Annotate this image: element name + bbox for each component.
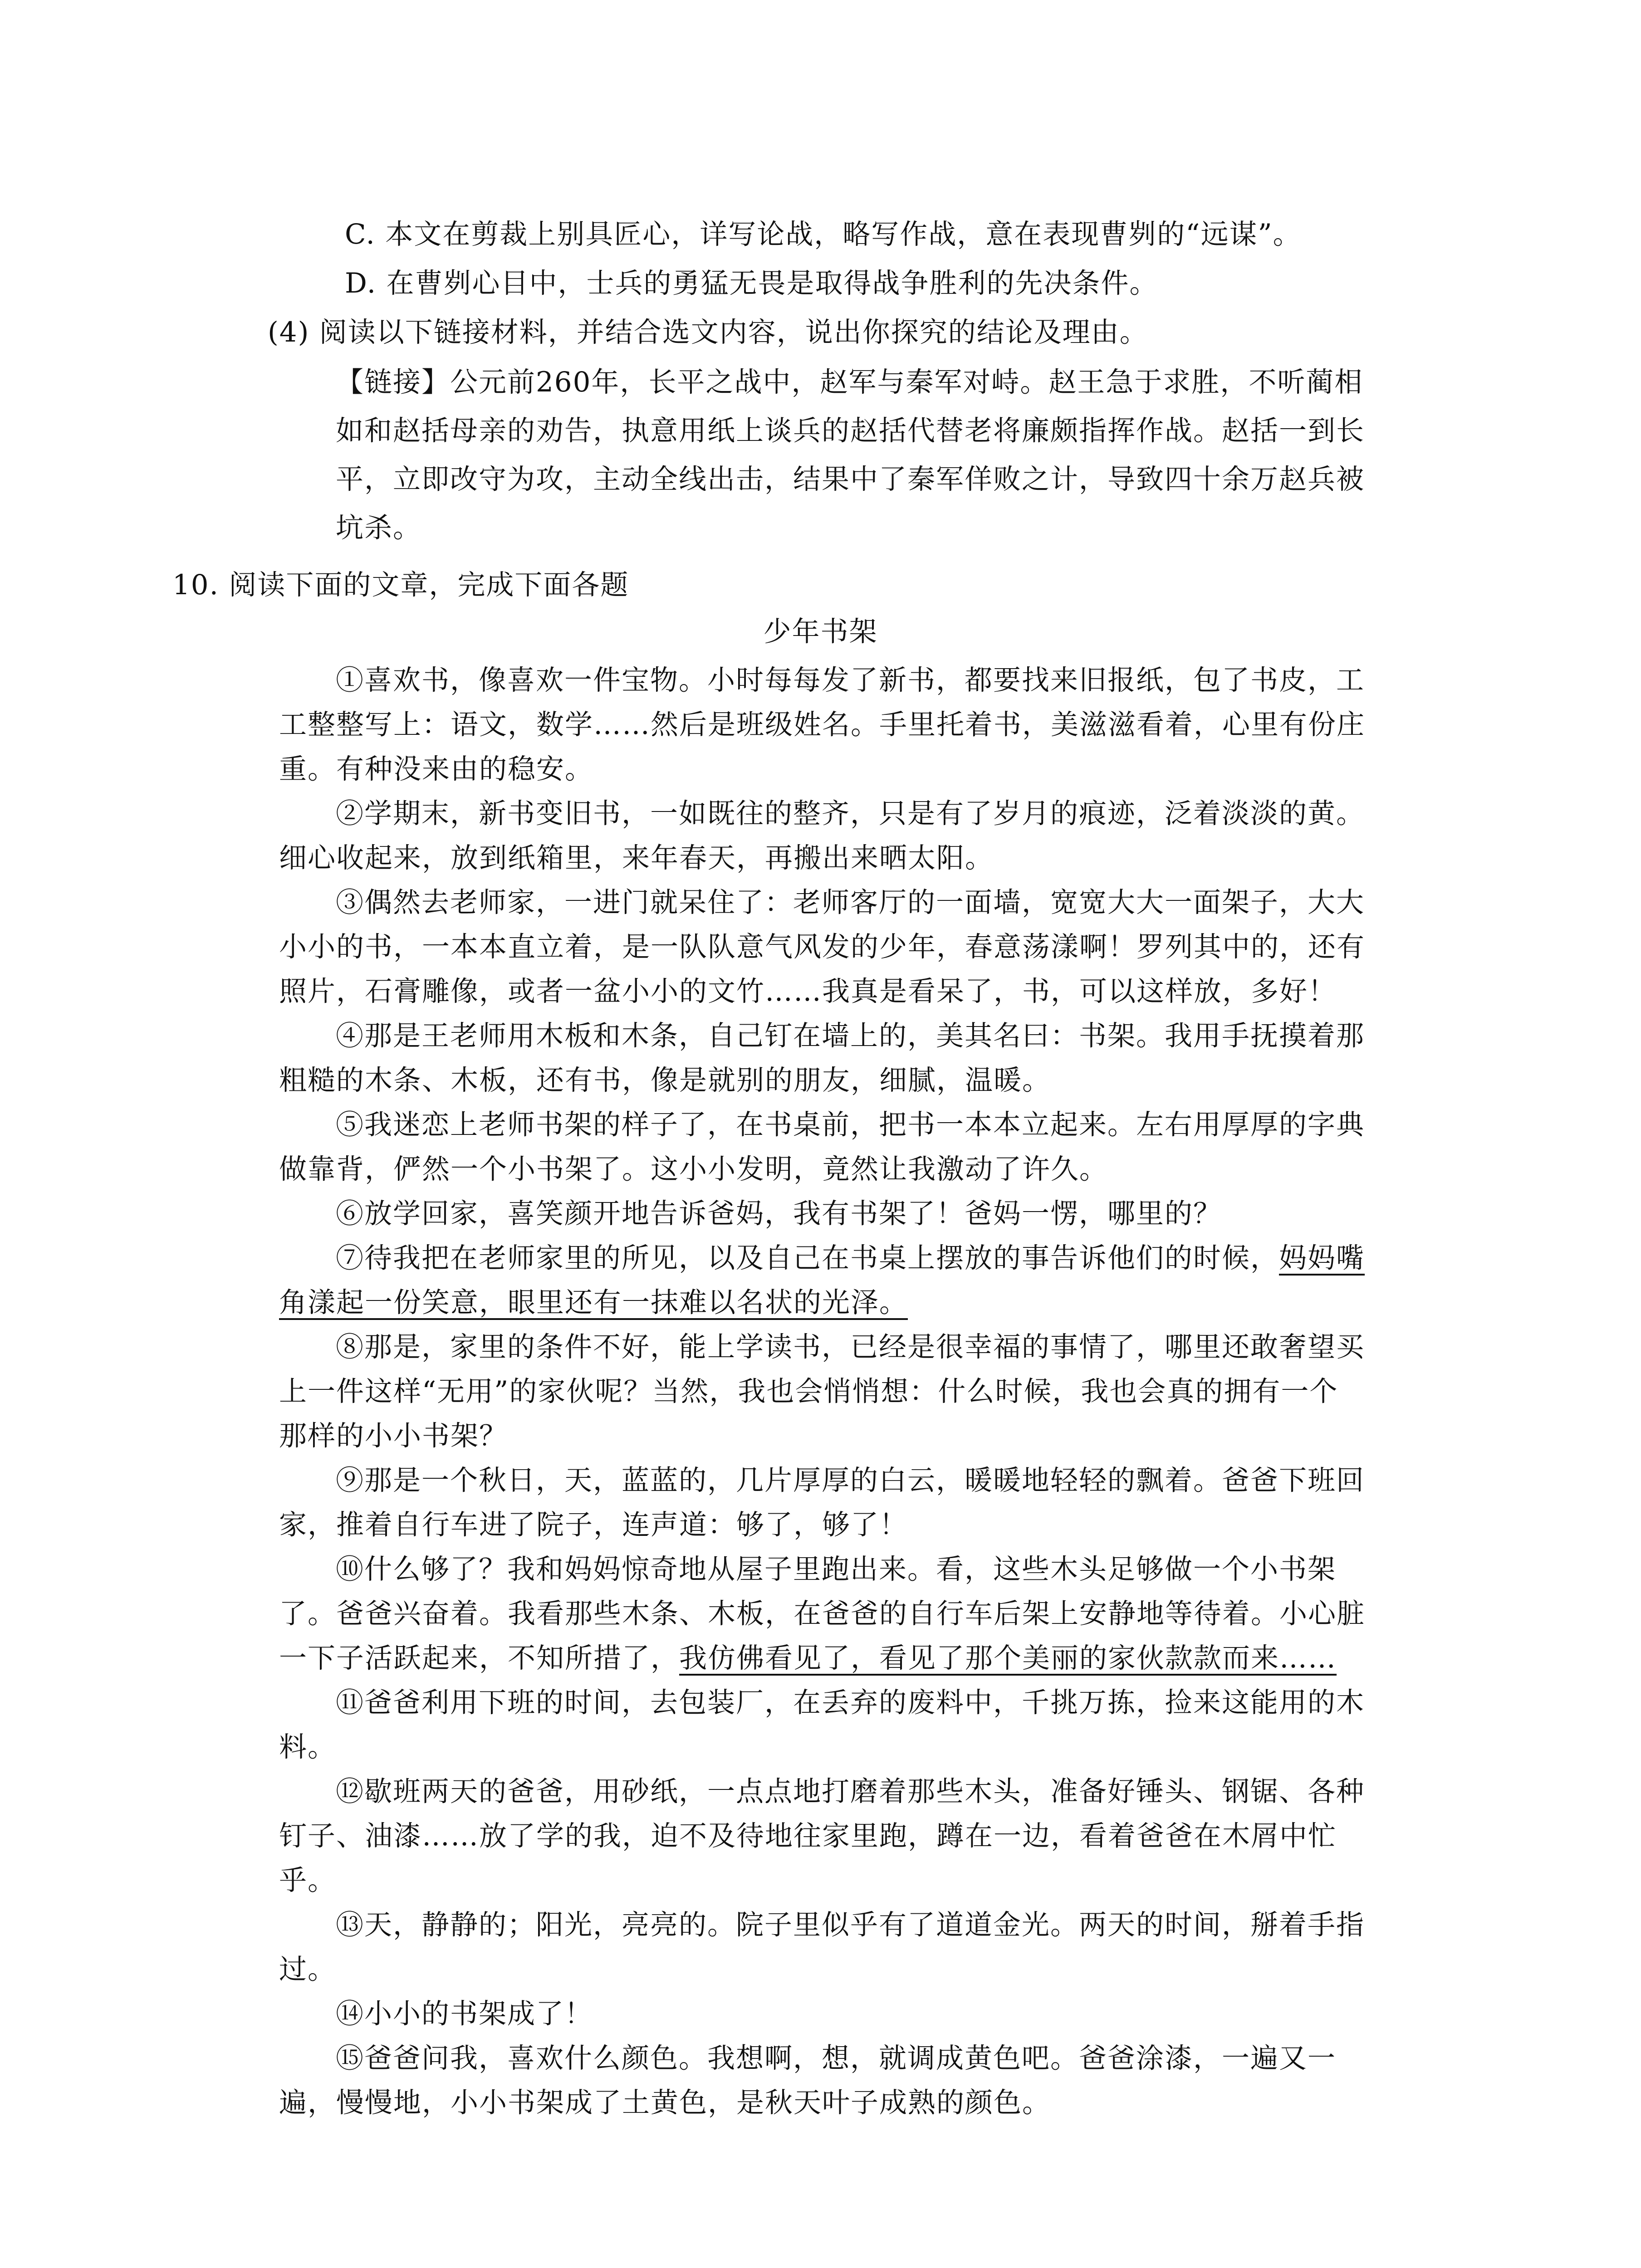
paragraph-line: 重。有种没来由的稳安。	[279, 753, 594, 785]
paragraph-line: ⑤我迷恋上老师书架的样子了，在书桌前，把书一本本立起来。左右用厚厚的字典	[336, 1109, 1365, 1141]
paragraph-line: 家，推着自行车进了院子，连声道：够了，够了！	[279, 1509, 908, 1541]
paragraph-line: ①喜欢书，像喜欢一件宝物。小时每每发了新书，都要找来旧报纸，包了书皮，工	[336, 664, 1365, 696]
option-d: D. 在曹刿心目中，士兵的勇猛无畏是取得战争胜利的先决条件。	[345, 267, 1158, 299]
paragraph-text: 一下子活跃起来，不知所措了，	[279, 1642, 680, 1674]
paragraph-line: ⑪爸爸利用下班的时间，去包装厂，在丢弃的废料中，千挑万拣，捡来这能用的木	[336, 1686, 1365, 1719]
paragraph-line: ⑥放学回家，喜笑颜开地告诉爸妈，我有书架了！爸妈一愣，哪里的？	[336, 1198, 1222, 1230]
paragraph-text: ⑦待我把在老师家里的所见，以及自己在书桌上摆放的事告诉他们的时候，	[336, 1242, 1279, 1274]
article-title: 少年书架	[763, 616, 878, 648]
underlined-line: 角漾起一份笑意，眼里还有一抹难以名状的光泽。	[279, 1286, 908, 1319]
paragraph-line: 钉子、油漆……放了学的我，迫不及待地往家里跑，蹲在一边，看着爸爸在木屑中忙	[279, 1820, 1337, 1852]
paragraph-line: 过。	[279, 1953, 337, 1985]
paragraph-line: 遍，慢慢地，小小书架成了土黄色，是秋天叶子成熟的颜色。	[279, 2087, 1051, 2119]
link-line: 如和赵括母亲的劝告，执意用纸上谈兵的赵括代替老将廉颇指挥作战。赵括一到长	[336, 415, 1365, 447]
paragraph-line: 做靠背，俨然一个小书架了。这小小发明，竟然让我激动了许久。	[279, 1153, 1108, 1185]
paragraph-line: 小小的书，一本本直立着，是一队队意气风发的少年，春意荡漾啊！罗列其中的，还有	[279, 931, 1366, 963]
paragraph-line: ⑬天，静静的；阳光，亮亮的。院子里似乎有了道道金光。两天的时间，掰着手指	[336, 1909, 1365, 1941]
paragraph-line	[279, 1638, 1337, 1679]
paragraph-line: 细心收起来，放到纸箱里，来年春天，再搬出来晒太阳。	[279, 842, 994, 874]
paragraph-line: ⑫歇班两天的爸爸，用砂纸，一点点地打磨着那些木头，准备好锤头、钢锯、各种	[336, 1775, 1365, 1808]
paragraph-line: 工整整写上：语文，数学……然后是班级姓名。手里托着书，美滋滋看着，心里有份庄	[279, 709, 1366, 741]
option-c: C. 本文在剪裁上别具匠心，详写论战，略写作战，意在表现曹刿的“远谋”。	[345, 218, 1302, 250]
link-line: 坑杀。	[336, 512, 422, 544]
paragraph-line: ⑮爸爸问我，喜欢什么颜色。我想啊，想，就调成黄色吧。爸爸涂漆，一遍又一	[336, 2042, 1337, 2074]
paragraph-line: 上一件这样“无用”的家伙呢？当然，我也会悄悄想：什么时候，我也会真的拥有一个	[279, 1375, 1338, 1408]
paragraph-line: ④那是王老师用木板和木条，自己钉在墙上的，美其名曰：书架。我用手抚摸着那	[336, 1020, 1365, 1052]
paragraph-line: 料。	[279, 1731, 337, 1763]
paragraph-line: ⑧那是，家里的条件不好，能上学读书，已经是很幸福的事情了，哪里还敢奢望买	[336, 1331, 1365, 1363]
paragraph-line: 照片，石膏雕像，或者一盆小小的文竹……我真是看呆了，书，可以这样放，多好！	[279, 975, 1337, 1007]
link-line: 【链接】公元前260年，长平之战中，赵军与秦军对峙。赵王急于求胜，不听蔺相	[336, 366, 1363, 398]
paragraph-line: ⑭小小的书架成了！	[336, 1998, 593, 2030]
paragraph-line: 粗糙的木条、木板，还有书，像是就别的朋友，细腻，温暖。	[279, 1064, 1051, 1096]
paragraph-line: ⑩什么够了？我和妈妈惊奇地从屋子里跑出来。看，这些木头足够做一个小书架	[336, 1553, 1337, 1585]
question-4: (4) 阅读以下链接材料，并结合选文内容，说出你探究的结论及理由。	[268, 316, 1148, 348]
underlined-text: 我仿佛看见了，看见了那个美丽的家伙款款而来……	[679, 1642, 1337, 1674]
paragraph-line: ②学期末，新书变旧书，一如既往的整齐，只是有了岁月的痕迹，泛着淡淡的黄。	[336, 797, 1365, 830]
paragraph-line: 那样的小小书架？	[279, 1420, 508, 1452]
paragraph-line	[336, 1238, 1365, 1279]
paragraph-line: 了。爸爸兴奋着。我看那些木条、木板，在爸爸的自行车后架上安静地等待着。小心脏	[279, 1598, 1366, 1630]
paragraph-line: 乎。	[279, 1864, 337, 1897]
underlined-text: 妈妈嘴	[1279, 1242, 1365, 1274]
question-10: 10. 阅读下面的文章，完成下面各题	[172, 569, 629, 601]
paragraph-line: ③偶然去老师家，一进门就呆住了：老师客厅的一面墙，宽宽大大一面架子，大大	[336, 886, 1365, 919]
paragraph-line: ⑨那是一个秋日，天，蓝蓝的，几片厚厚的白云，暖暖地轻轻的飘着。爸爸下班回	[336, 1464, 1365, 1496]
link-line: 平，立即改守为攻，主动全线出击，结果中了秦军佯败之计，导致四十余万赵兵被	[336, 463, 1365, 495]
